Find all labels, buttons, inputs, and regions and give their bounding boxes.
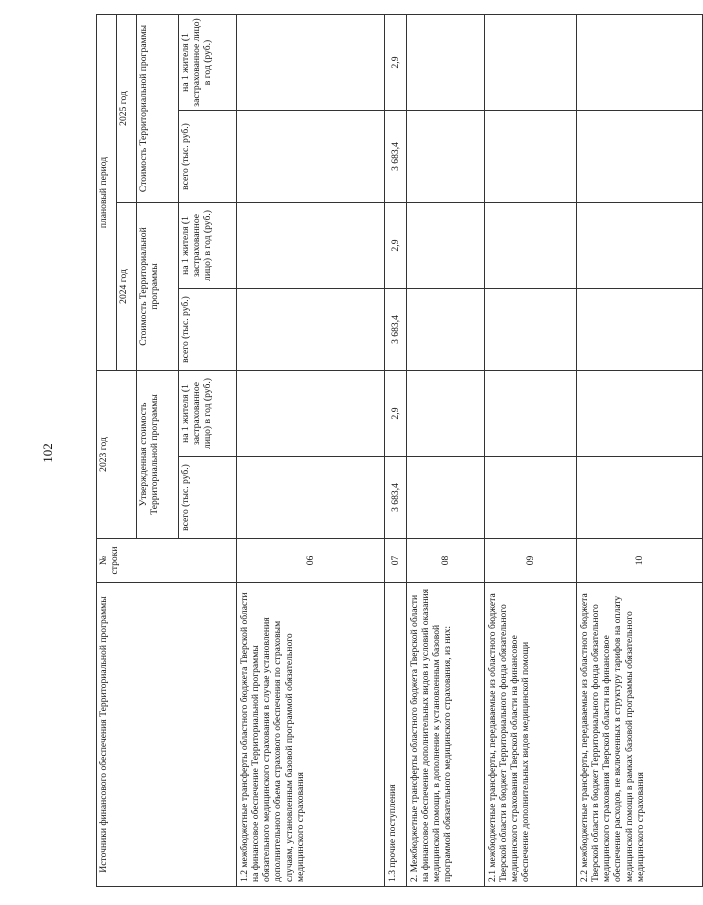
cell-2025-total: [485, 111, 577, 203]
cell-2023-per: [577, 371, 703, 457]
cell-2024-total: [407, 289, 485, 371]
cell-2023-total: [407, 457, 485, 539]
cell-2024-total: 3 683,4: [385, 289, 407, 371]
cell-2023-total: 3 683,4: [385, 457, 407, 539]
cell-2025-per: [485, 14, 577, 110]
header-per-resident-2025: на 1 жителя (1 застрахованное лицо) в год (руб.): [179, 14, 237, 110]
page-number: 102: [40, 443, 55, 463]
row-number: 08: [407, 539, 485, 583]
cell-2025-total: [577, 111, 703, 203]
header-total-2023: всего (тыс. руб.): [179, 457, 237, 539]
financing-table: [96, 14, 703, 887]
header-year-2025: 2025 год: [117, 14, 137, 202]
header-per-resident-2023: на 1 жителя (1 застрахованное лицо) в год (руб.): [179, 371, 237, 457]
cell-2024-per: [407, 203, 485, 289]
table-row: [407, 14, 485, 886]
row-source: 1.2 межбюджетные трансферты областного бюджета Тверской области на финансовое обеспечение Территориальной программы обязательного медицинского страхования в случае установления дополнительного объема страхового обеспечения по страховым случаям, установленным базовой программой обязательного медицинского страхования: [237, 583, 385, 887]
cell-2024-per: [237, 203, 385, 289]
header-program-cost-2024: Стоимость Территориальной программы: [137, 203, 179, 371]
cell-2025-per: 2,9: [385, 14, 407, 110]
row-source: 2. Межбюджетные трансферты областного бюджета Тверской области на финансовое обеспечение дополнительных видов и условий оказания медицинской помощи, в дополнение к установленным базовой программой обязательного медицинского страхования, из них:: [407, 583, 485, 887]
table-row: [577, 14, 703, 886]
header-total-2025: всего (тыс. руб.): [179, 111, 237, 203]
cell-2023-per: [237, 371, 385, 457]
row-source: 2.1 межбюджетные трансферты, передаваемые из областного бюджета Тверской области в бюджет Территориального фонда обязательного медицинского страхования Тверской области на финансовое обеспечение дополнительных видов медицинской помощи: [485, 583, 577, 887]
cell-2025-total: [407, 111, 485, 203]
header-source: Источники финансового обеспечения Территориальной программы: [97, 583, 237, 887]
cell-2025-per: [407, 14, 485, 110]
cell-2025-total: [237, 111, 385, 203]
header-approved-cost: Утвержденная стоимость Территориальной программы: [137, 371, 179, 539]
cell-2024-total: [237, 289, 385, 371]
cell-2023-total: [237, 457, 385, 539]
cell-2024-per: [577, 203, 703, 289]
cell-2025-total: 3 683,4: [385, 111, 407, 203]
row-number: 06: [237, 539, 385, 583]
table-row: [485, 14, 577, 886]
row-number: 07: [385, 539, 407, 583]
cell-2024-total: [577, 289, 703, 371]
header-row-no: № строки: [97, 539, 237, 583]
header-planning-period: плановый период: [97, 14, 117, 370]
header-total-2024: всего (тыс. руб.): [179, 289, 237, 371]
header-year-2023: 2023 год: [97, 371, 137, 539]
cell-2023-total: [485, 457, 577, 539]
cell-2025-per: [577, 14, 703, 110]
cell-2024-total: [485, 289, 577, 371]
cell-2023-per: 2,9: [385, 371, 407, 457]
row-source: 2.2 межбюджетные трансферты, передаваемые из областного бюджета Тверской области в бюджет Территориального фонда обязательного медицинского страхования Тверской области на финансовое обеспечение расходов, не включенных в структуру тарифов на оплату медицинской помощи в рамках базовой программы обязательного медицинского страхования: [577, 583, 703, 887]
row-source: 1.3 прочие поступления: [385, 583, 407, 887]
cell-2025-per: [237, 14, 385, 110]
cell-2024-per: [485, 203, 577, 289]
cell-2023-per: [485, 371, 577, 457]
header-year-2024: 2024 год: [117, 203, 137, 371]
row-number: 09: [485, 539, 577, 583]
rotated-page: [96, 15, 646, 887]
cell-2023-total: [577, 457, 703, 539]
table-row: [237, 14, 385, 886]
cell-2024-per: 2,9: [385, 203, 407, 289]
cell-2023-per: [407, 371, 485, 457]
header-per-resident-2024: на 1 жителя (1 застрахованное лицо) в год (руб.): [179, 203, 237, 289]
header-program-cost-2025: Стоимость Территориальной программы: [137, 14, 179, 202]
row-number: 10: [577, 539, 703, 583]
table-row: [385, 14, 407, 886]
